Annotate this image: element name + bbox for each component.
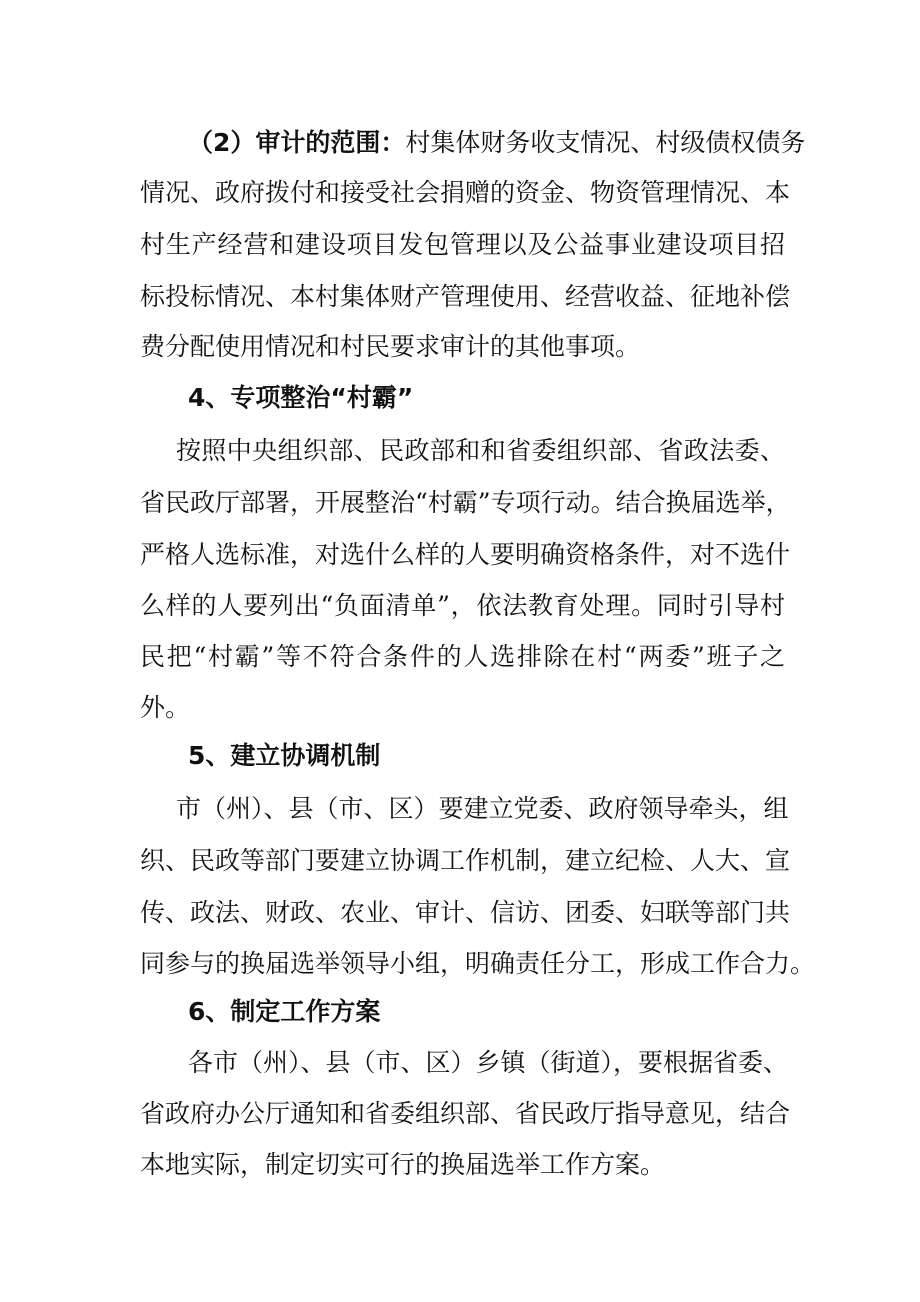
paragraph-line: 传、政法、财政、农业、审计、信访、团委、妇联等部门共 — [140, 898, 791, 927]
paragraph-line: 费分配使用情况和村民要求审计的其他事项。 — [140, 332, 641, 361]
paragraph-line: 省民政厅部署，开展整治“村霸”专项行动。结合换届选举， — [140, 488, 791, 517]
paragraph-line: 本地实际，制定切实可行的换届选举工作方案。 — [140, 1150, 666, 1179]
audit-scope-text: 村集体财务收支情况、村级债权债务 — [405, 128, 806, 157]
paragraph-line — [188, 128, 806, 158]
section-heading-4: 4、专项整治“村霸” — [188, 383, 414, 412]
section-heading-5: 5、建立协调机制 — [188, 741, 381, 770]
section-heading-6: 6、制定工作方案 — [188, 997, 381, 1026]
paragraph-line: 么样的人要列出“负面清单”，依法教育处理。同时引导村 — [140, 591, 785, 620]
paragraph-line: 民把“村霸”等不符合条件的人选排除在村“两委”班子之 — [140, 642, 786, 671]
paragraph-line: 标投标情况、本村集体财产管理使用、经营收益、征地补偿 — [140, 282, 791, 311]
paragraph-line: 村生产经营和建设项目发包管理以及公益事业建设项目招 — [140, 230, 785, 259]
paragraph-line: 省政府办公厅通知和省委组织部、省民政厅指导意见，结合 — [140, 1099, 791, 1128]
paragraph-line: 织、民政等部门要建立协调工作机制，建立纪检、人大、宣 — [140, 846, 791, 875]
paragraph-line: 市（州）、县（市、区）要建立党委、政府领导牵头，组 — [176, 794, 789, 823]
paragraph-line: 同参与的换届选举领导小组，明确责任分工，形成工作合力。 — [140, 949, 816, 978]
audit-scope-label: （2）审计的范围： — [188, 128, 406, 157]
paragraph-line: 外。 — [140, 693, 191, 722]
paragraph-line: 情况、政府拨付和接受社会捐赠的资金、物资管理情况、本 — [140, 178, 791, 207]
paragraph-line: 严格人选标准，对选什么样的人要明确资格条件，对不选什 — [140, 540, 791, 569]
paragraph-line: 按照中央组织部、民政部和和省委组织部、省政法委、 — [176, 436, 785, 465]
paragraph-line: 各市（州）、县（市、区）乡镇（街道），要根据省委、 — [188, 1048, 789, 1077]
